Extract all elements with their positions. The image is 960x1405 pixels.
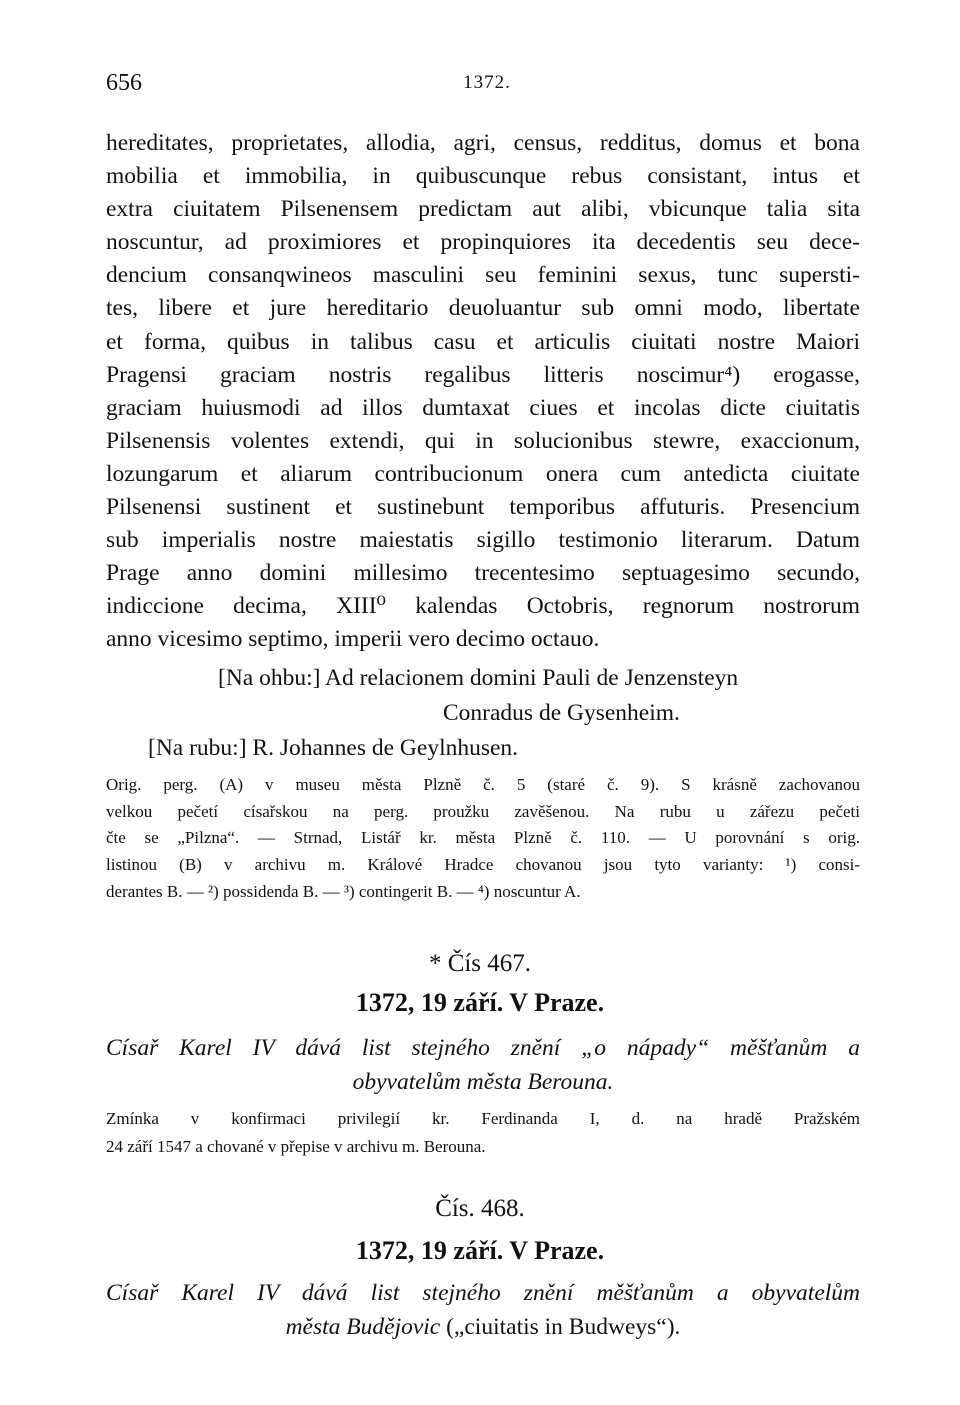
text-line: Prage anno domini millesimo trecentesimo septuagesimo secundo,: [106, 560, 860, 587]
text-line: sub imperialis nostre maiestatis sigillo testimonio literarum. Datum: [106, 527, 860, 554]
note-line: 24 září 1547 a chované v přepise v archivu m. Berouna.: [106, 1137, 486, 1156]
text-line: Pilsenensis volentes extendi, qui in solucionibus stewre, exaccionum,: [106, 427, 860, 454]
note-line: derantes B. — ²) possidenda B. — ³) contingerit B. — ⁴) noscuntur A.: [106, 881, 581, 901]
text-line: Pilsenensi sustinent et sustinebunt temporibus affuturis. Presencium: [106, 494, 860, 521]
entry-467-note: [106, 1105, 860, 1161]
text-line: graciam huiusmodi ad illos dumtaxat ciues et incolas dicte ciuitatis: [106, 394, 860, 421]
entry-467-regest: [106, 1031, 860, 1099]
critical-apparatus: [106, 772, 860, 905]
regest-latin-part: („ciuitatis in Budweys“).: [440, 1314, 681, 1340]
text-line: noscuntur, ad proximiores et propinquiores ita decedentis seu dece-: [106, 229, 860, 256]
page-number: 656: [106, 70, 142, 96]
text-line: indiccione decima, XIII⁰ kalendas Octobris, regnorum nostrorum: [106, 593, 860, 620]
dorse-note: [Na rubu:] R. Johannes de Geylnhusen.: [148, 735, 519, 761]
text-line: hereditates, proprietates, allodia, agri, census, redditus, domus et bona: [106, 130, 860, 156]
regest-italic-part: města Budějovic: [285, 1314, 441, 1340]
note-line: velkou pečetí císařskou na perg. proužku zavěšenou. Na rubu u zářezu pečeti: [106, 801, 860, 821]
text-line: extra ciuitatem Pilsenensem predictam aut alibi, vbicunque talia sita: [106, 196, 860, 223]
regest-line: Císař Karel IV dává list stejného znění „o nápady“ měšťanům a: [106, 1035, 860, 1061]
note-line: Orig. perg. (A) v museu města Plzně č. 5 (staré č. 9). S krásně zachovanou: [106, 775, 860, 794]
note-line: čte se „Pilzna“. — Strnad, Listář kr. města Plzně č. 110. — U porovnání s orig.: [106, 828, 860, 848]
entry-468-number: Čís. 468.: [435, 1195, 525, 1222]
note-line: listinou (B) v archivu m. Králové Hradce chovanou jsou tyto varianty: ¹) consi-: [106, 855, 860, 875]
entry-468-regest: [106, 1276, 860, 1344]
chancellor-signature: Conradus de Gysenheim.: [443, 700, 680, 726]
text-line: et forma, quibus in talibus casu et articulis ciuitati nostre Maiori: [106, 328, 860, 355]
fold-note: [Na ohbu:] Ad relacionem domini Pauli de Jenzensteyn: [218, 665, 739, 691]
running-year: 1372.: [463, 72, 511, 93]
entry-467-number: * Čís 467.: [428, 950, 532, 977]
entry-468-date: 1372, 19 září. V Praze.: [355, 1236, 605, 1265]
text-line: Pragensi graciam nostris regalibus litteris noscimur⁴) erogasse,: [106, 361, 860, 388]
text-line: mobilia et immobilia, in quibuscunque rebus consistant, intus et: [106, 163, 860, 190]
regest-line: obyvatelům města Berouna.: [352, 1069, 614, 1095]
text-line: lozungarum et aliarum contribucionum onera cum antedicta ciuitate: [106, 460, 860, 487]
text-line: anno vicesimo septimo, imperii vero decimo octauo.: [106, 626, 600, 653]
text-line: tes, libere et jure hereditario deuoluantur sub omni modo, libertate: [106, 295, 860, 322]
text-line: dencium consanqwineos masculini seu feminini sexus, tunc supersti-: [106, 262, 860, 289]
note-line: Zmínka v konfirmaci privilegií kr. Ferdinanda I, d. na hradě Pražském: [106, 1109, 860, 1128]
regest-line: [106, 1310, 860, 1344]
entry-467-date: 1372, 19 září. V Praze.: [355, 988, 605, 1017]
running-head: [106, 66, 868, 106]
charter-text: [106, 127, 860, 657]
regest-line: Císař Karel IV dává list stejného znění měšťanům a obyvatelům: [106, 1280, 860, 1306]
